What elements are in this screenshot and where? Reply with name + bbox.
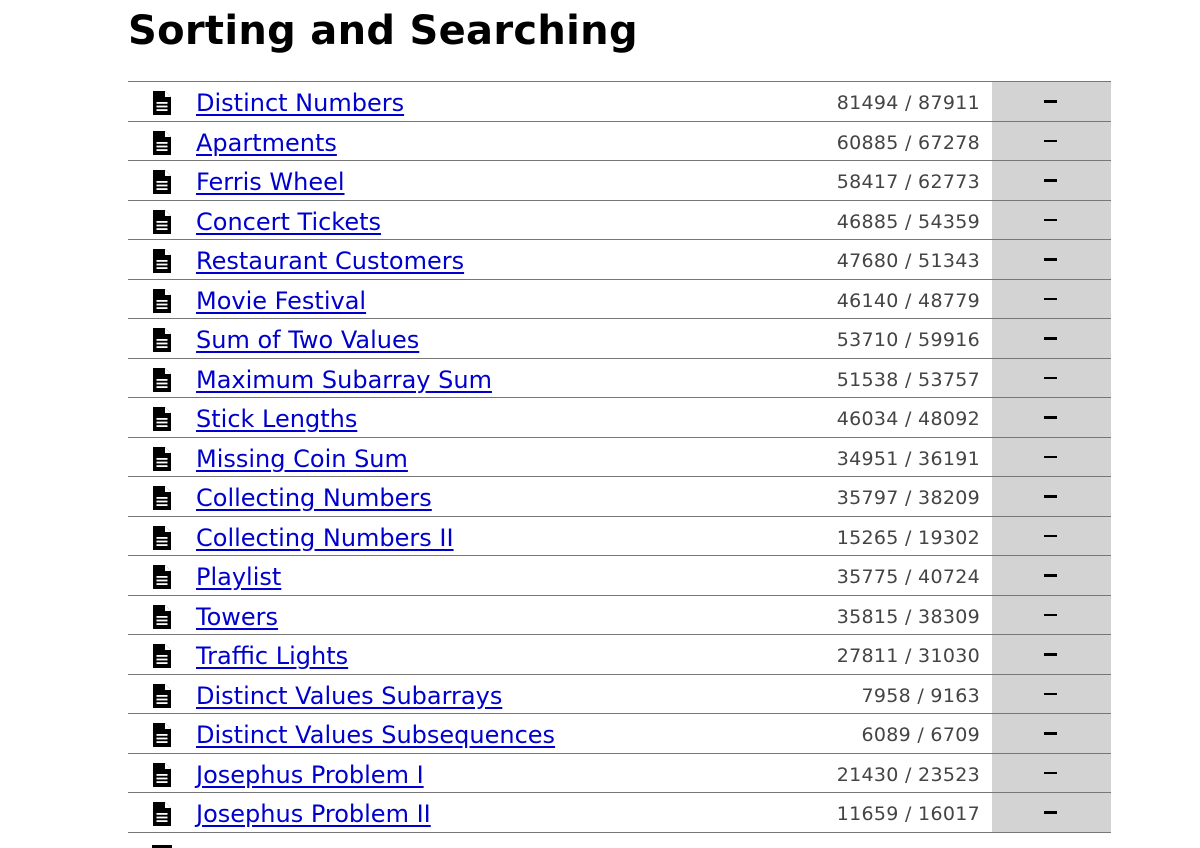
task-stats: 7958 / 9163: [861, 684, 980, 707]
task-stats: 6089 / 6709: [861, 724, 980, 746]
task-stats: 27811 / 31030: [836, 645, 980, 667]
task-stats: 35775 / 40724: [836, 566, 980, 588]
task-stats: 46140 / 48779: [836, 289, 980, 312]
task-row-16: [128, 675, 1111, 715]
task-link[interactable]: Playlist: [196, 563, 282, 591]
document-icon: [152, 763, 172, 787]
document-icon: [152, 644, 172, 668]
task-status: [992, 675, 1111, 714]
document-icon: [152, 249, 172, 273]
task-link[interactable]: Ferris Wheel: [196, 168, 345, 196]
task-status: [992, 477, 1111, 516]
task-status: [992, 122, 1111, 161]
dash-icon: [1044, 377, 1057, 380]
dash-icon: [1044, 732, 1057, 735]
task-row-9: [128, 398, 1111, 438]
document-icon: [152, 447, 172, 471]
document-icon: [152, 131, 172, 155]
dash-icon: [1044, 337, 1057, 340]
task-link[interactable]: Apartments: [196, 128, 337, 157]
document-icon: [152, 605, 172, 629]
task-status: [992, 201, 1111, 240]
task-link[interactable]: Sum of Two Values: [196, 326, 420, 354]
task-stats: 53710 / 59916: [836, 329, 980, 351]
task-row-13: [128, 556, 1111, 596]
task-status: [992, 754, 1111, 793]
document-icon: [152, 565, 172, 589]
task-row-10: [128, 438, 1111, 478]
task-row-4: [128, 201, 1111, 241]
task-link[interactable]: Distinct Values Subarrays: [196, 681, 503, 710]
document-icon: [152, 723, 172, 747]
task-status: [992, 82, 1111, 121]
task-row-19: [128, 793, 1111, 833]
task-status: [992, 161, 1111, 200]
dash-icon: [1044, 219, 1057, 222]
document-icon: [152, 486, 172, 510]
task-stats: 21430 / 23523: [836, 763, 980, 786]
dash-icon: [1044, 179, 1057, 182]
document-icon: [152, 91, 172, 115]
document-icon: [152, 526, 172, 550]
task-stats: 11659 / 16017: [836, 803, 980, 825]
task-status: [992, 635, 1111, 674]
task-status: [992, 359, 1111, 398]
document-icon: [152, 210, 172, 234]
task-stats: 15265 / 19302: [836, 526, 980, 549]
task-link[interactable]: Restaurant Customers: [196, 247, 465, 275]
task-row-6: [128, 280, 1111, 320]
task-status: [992, 319, 1111, 358]
task-status: [992, 438, 1111, 477]
document-icon: [152, 684, 172, 708]
document-icon: [152, 407, 172, 431]
task-row-18: [128, 754, 1111, 794]
task-link[interactable]: Collecting Numbers: [196, 484, 432, 512]
task-link[interactable]: Stick Lengths: [196, 405, 358, 433]
task-stats: 47680 / 51343: [836, 250, 980, 272]
task-status: [992, 280, 1111, 319]
dash-icon: [1044, 495, 1057, 498]
task-row-14: [128, 596, 1111, 636]
document-icon: [152, 170, 172, 194]
task-status: [992, 714, 1111, 753]
task-stats: 81494 / 87911: [836, 92, 980, 114]
task-row-2: [128, 122, 1111, 162]
task-link[interactable]: Concert Tickets: [196, 207, 382, 236]
dash-icon: [1044, 535, 1057, 538]
task-row-5: [128, 240, 1111, 280]
task-link[interactable]: Maximum Subarray Sum: [196, 365, 492, 394]
task-stats: 34951 / 36191: [836, 447, 980, 470]
task-row-17: [128, 714, 1111, 754]
task-stats: 51538 / 53757: [836, 368, 980, 391]
task-row-11: [128, 477, 1111, 517]
document-icon: [152, 328, 172, 352]
task-list: [128, 81, 1111, 833]
task-link[interactable]: Missing Coin Sum: [196, 444, 408, 473]
dash-icon: [1044, 416, 1057, 419]
task-row-12: [128, 517, 1111, 557]
dash-icon: [1044, 811, 1057, 814]
document-icon: [152, 802, 172, 826]
task-link[interactable]: Josephus Problem I: [196, 760, 424, 789]
dash-icon: [1044, 693, 1057, 696]
task-stats: 60885 / 67278: [836, 131, 980, 154]
task-link[interactable]: Traffic Lights: [196, 642, 349, 670]
task-status: [992, 517, 1111, 556]
task-link[interactable]: Josephus Problem II: [196, 800, 431, 828]
task-status: [992, 240, 1111, 279]
task-status: [992, 556, 1111, 595]
task-row-7: [128, 319, 1111, 359]
task-row-3: [128, 161, 1111, 201]
task-stats: 58417 / 62773: [836, 171, 980, 193]
dash-icon: [1044, 100, 1057, 103]
document-icon: [152, 368, 172, 392]
task-link[interactable]: Collecting Numbers II: [196, 523, 454, 552]
task-link[interactable]: Towers: [196, 602, 279, 631]
task-link[interactable]: Distinct Values Subsequences: [196, 721, 556, 749]
task-row-8: [128, 359, 1111, 399]
task-link[interactable]: Distinct Numbers: [196, 89, 405, 117]
task-stats: 46885 / 54359: [836, 210, 980, 233]
task-row-1: [128, 82, 1111, 122]
dash-icon: [1044, 574, 1057, 577]
task-row-15: [128, 635, 1111, 675]
task-status: [992, 596, 1111, 635]
dash-icon: [1044, 298, 1057, 301]
dash-icon: [1044, 653, 1057, 656]
dash-icon: [1044, 140, 1057, 143]
task-stats: 35797 / 38209: [836, 487, 980, 509]
task-link[interactable]: Movie Festival: [196, 286, 367, 315]
task-status: [992, 793, 1111, 832]
task-stats: 46034 / 48092: [836, 408, 980, 430]
dash-icon: [1044, 258, 1057, 261]
dash-icon: [1044, 772, 1057, 775]
task-status: [992, 398, 1111, 437]
section-title: Sorting and Searching: [128, 8, 638, 54]
dash-icon: [1044, 614, 1057, 617]
dash-icon: [1044, 456, 1057, 459]
document-icon: [152, 289, 172, 313]
task-stats: 35815 / 38309: [836, 605, 980, 628]
